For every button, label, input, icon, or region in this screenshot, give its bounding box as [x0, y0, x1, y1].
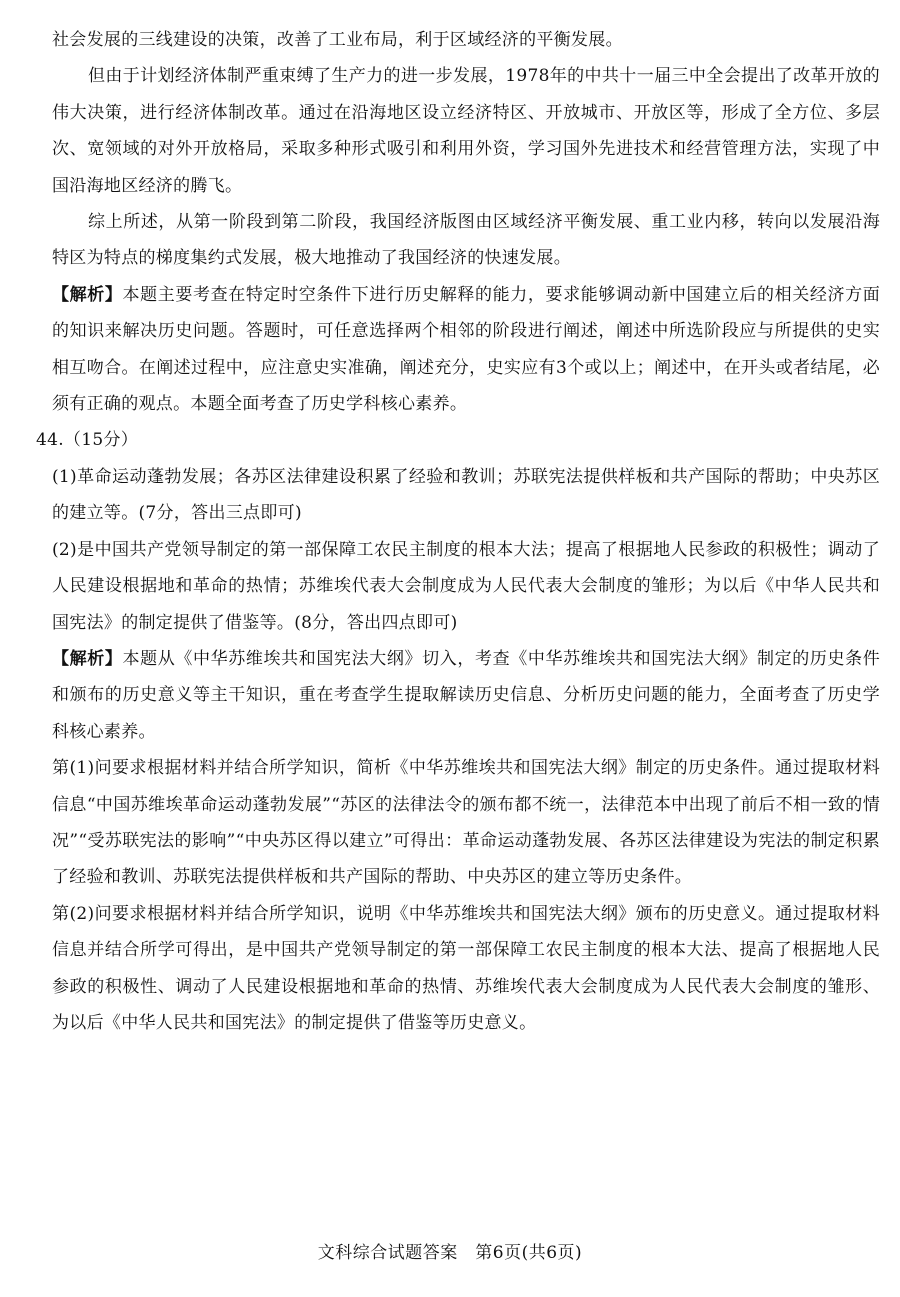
answer-content [36, 22, 880, 1041]
analysis-paragraph: 【解析】本题主要考查在特定时空条件下进行历史解释的能力，要求能够调动新中国建立后的相关经济方面的知识来解决历史问题。答题时，可任意选择两个相邻的阶段进行阐述，阐述中所选阶段应与所提供的史实相互吻合。在阐述过程中，应注意史实准确，阐述充分，史实应有3个或以上；阐述中，在开头或者结尾，必须有正确的观点。本题全面考查了历史学科核心素养。 [52, 284, 880, 415]
answer-item: (2)是中国共产党领导制定的第一部保障工农民主制度的根本大法；提高了根据地人民参政的积极性；调动了人民建设根据地和革命的热情；苏维埃代表大会制度成为人民代表大会制度的雏形；为以后《中华人民共和国宪法》的制定提供了借鉴等。(8分，答出四点即可) [52, 539, 880, 633]
analysis-tag: 【解析】 [52, 648, 123, 669]
paragraph: 第(2)问要求根据材料并结合所学知识，说明《中华苏维埃共和国宪法大纲》颁布的历史意义。通过提取材料信息并结合所学可得出，是中国共产党领导制定的第一部保障工农民主制度的根本大法、提高了根据地人民参政的积极性、调动了人民建设根据地和革命的热情、苏维埃代表大会制度成为人民代表大会制度的雏形、为以后《中华人民共和国宪法》的制定提供了借鉴等历史意义。 [52, 903, 880, 1033]
answer-item: (1)革命运动蓬勃发展；各苏区法律建设积累了经验和教训；苏联宪法提供样板和共产国际的帮助；中央苏区的建立等。(7分，答出三点即可) [52, 466, 880, 524]
page-footer: 文科综合试题答案 第6页(共6页) [317, 1243, 583, 1263]
paragraph: 第(1)问要求根据材料并结合所学知识，简析《中华苏维埃共和国宪法大纲》制定的历史条件。通过提取材料信息“中国苏维埃革命运动蓬勃发展”“苏区的法律法令的颁布都不统一，法律范本中出现了前后不相一致的情况”“受苏联宪法的影响”“中央苏区得以建立”可得出：革命运动蓬勃发展、各苏区法律建设为宪法的制定积累了经验和教训、苏联宪法提供样板和共产国际的帮助、中央苏区的建立等历史条件。 [52, 758, 880, 888]
analysis-tag: 【解析】 [52, 284, 123, 305]
paragraph: 社会发展的三线建设的决策，改善了工业布局，利于区域经济的平衡发展。 [52, 30, 623, 50]
question-number: 44.（15分） [36, 430, 139, 451]
paragraph: 但由于计划经济体制严重束缚了生产力的进一步发展，1978年的中共十一届三中全会提出了改革开放的伟大决策，进行经济体制改革。通过在沿海地区设立经济特区、开放城市、开放区等，形成了全方位、多层次、宽领域的对外开放格局，采取多种形式吸引和利用外资，学习国外先进技术和经营管理方法，实现了中国沿海地区经济的腾飞。 [52, 66, 880, 196]
analysis-paragraph: 【解析】本题从《中华苏维埃共和国宪法大纲》切入，考查《中华苏维埃共和国宪法大纲》制定的历史条件和颁布的历史意义等主干知识，重在考查学生提取解读历史信息、分析历史问题的能力，全面考查了历史学科核心素养。 [52, 648, 880, 742]
paragraph: 综上所述，从第一阶段到第二阶段，我国经济版图由区域经济平衡发展、重工业内移，转向以发展沿海特区为特点的梯度集约式发展，极大地推动了我国经济的快速发展。 [52, 212, 880, 269]
